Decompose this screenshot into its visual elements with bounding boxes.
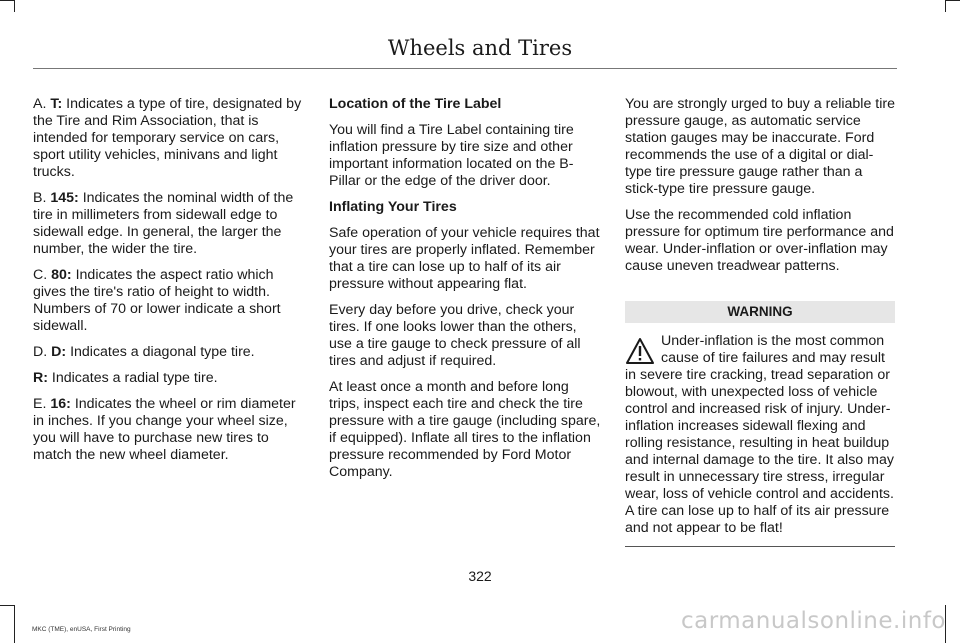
- item-text: Indicates the wheel or rim diameter in inches. If you change your wheel size, you will have to purchase new tires to match the new wheel diameter.: [33, 396, 296, 463]
- item-text: Indicates a radial type tire.: [47, 370, 218, 386]
- paragraph: Safe operation of your vehicle requires that your tires are properly inflated. Remember that a tire can lose up to half of its air pressure without appearing flat.: [329, 225, 600, 292]
- tire-code-item: [33, 370, 305, 387]
- tire-code-item: [33, 190, 305, 258]
- item-prefix: E.: [33, 396, 51, 412]
- tire-code-item: [33, 267, 305, 335]
- warning-body: [625, 333, 895, 537]
- warning-header: WARNING: [625, 301, 895, 323]
- column-1: [33, 96, 305, 473]
- paragraph: Use the recommended cold inflation pressure for optimum tire performance and wear. Under-inflation or over-inflation may cause uneven treadwear patterns.: [625, 207, 894, 274]
- item-text: Indicates a diagonal type tire.: [66, 344, 255, 360]
- paragraph: You are strongly urged to buy a reliable tire pressure gauge, as automatic service station gauges may be inaccurate. Ford recommends the use of a digital or dial-type tire pressure gauge rather than a stick-type tire pressure gauge.: [625, 96, 895, 197]
- crop-mark: [945, 0, 946, 12]
- header-rule: [33, 68, 897, 69]
- item-text: Indicates the aspect ratio which gives the tire's ratio of height to width. Numbers of 70 or lower indicate a short sidewall.: [33, 267, 281, 334]
- warning-triangle-icon: [625, 337, 655, 365]
- item-prefix: A.: [33, 96, 51, 112]
- item-term: T:: [50, 96, 63, 112]
- warning-text: Under-inflation is the most common cause of tire failures and may result in severe tire cracking, tread separation or blowout, with unexpected loss of vehicle control and increased risk of injury. Under-inflation increases sidewall flexing and rolling resistance, resulting in heat buildup and internal damage to the tire. It also may result in unnecessary tire stress, irregular wear, loss of vehicle control and accidents. A tire can lose up to half of its air pressure and not appear to be flat!: [625, 333, 894, 536]
- crop-mark: [14, 0, 15, 12]
- warning-rule: [625, 546, 895, 547]
- tire-code-item: [33, 96, 305, 181]
- item-text: Indicates a type of tire, designated by the Tire and Rim Association, that is intended for temporary service on cars, sport utility vehicles, minivans and light trucks.: [33, 96, 302, 180]
- section-heading: Inflating Your Tires: [329, 199, 457, 215]
- print-info: MKC (TME), enUSA, First Printing: [32, 626, 131, 633]
- crop-mark: [14, 605, 15, 643]
- item-prefix: D.: [33, 344, 52, 360]
- item-term: 145:: [50, 190, 79, 206]
- crop-mark: [0, 0, 14, 1]
- tire-code-item: [33, 396, 305, 464]
- paragraph: At least once a month and before long trips, inspect each tire and check the tire pressure with a tire gauge (including spare, if equipped). Inflate all tires to the inflation pressure recommended by Ford Motor Company.: [329, 379, 601, 480]
- section-heading: Location of the Tire Label: [329, 96, 502, 112]
- item-prefix: B.: [33, 190, 51, 206]
- item-term: D:: [51, 344, 67, 360]
- crop-mark: [946, 0, 960, 1]
- tire-code-item: [33, 344, 305, 361]
- watermark: carmanualsonline.info: [680, 608, 946, 634]
- page-number: 322: [468, 568, 492, 584]
- crop-mark: [0, 605, 14, 606]
- item-term: 80:: [51, 267, 72, 283]
- page-title: Wheels and Tires: [387, 36, 573, 60]
- item-term: 16:: [50, 396, 71, 412]
- paragraph: Every day before you drive, check your tires. If one looks lower than the others, use a tire gauge to check pressure of all tires and adjust if required.: [329, 302, 581, 369]
- item-term: R:: [33, 370, 48, 386]
- column-3: [625, 96, 895, 547]
- paragraph: You will find a Tire Label containing tire inflation pressure by tire size and other important information located on the B-Pillar or the edge of the driver door.: [329, 122, 574, 189]
- item-text: Indicates the nominal width of the tire in millimeters from sidewall edge to sidewall edge. In general, the larger the number, the wider the tire.: [33, 190, 294, 257]
- item-prefix: C.: [33, 267, 52, 283]
- column-2: [329, 96, 601, 490]
